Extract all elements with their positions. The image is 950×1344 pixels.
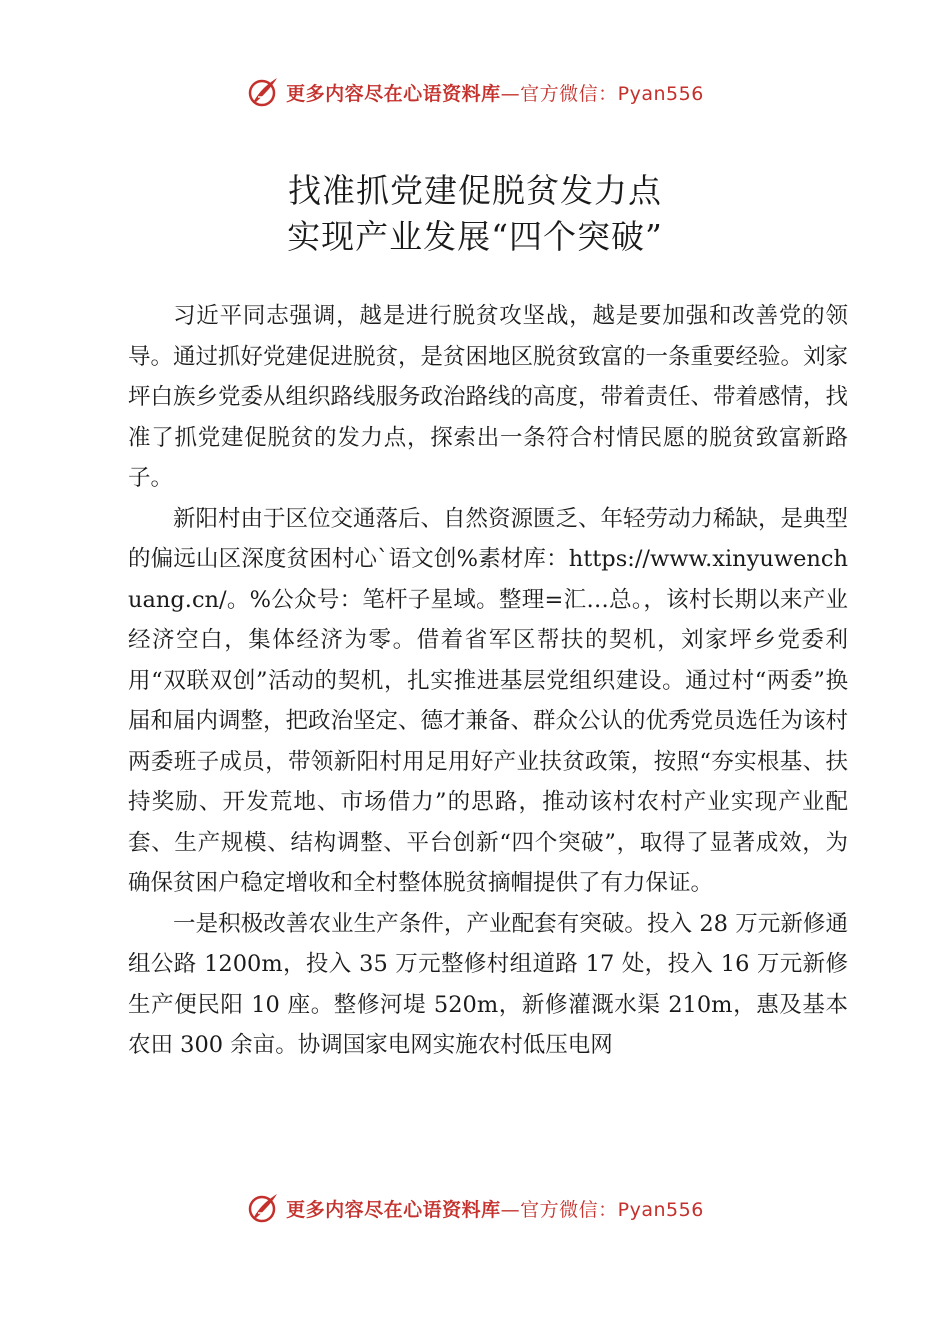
title-line-1: 找准抓党建促脱贫发力点: [288, 171, 662, 210]
paragraph-intro: 习近平同志强调，越是进行脱贫攻坚战，越是要加强和改善党的领导。通过抓好党建促进脱贫，是贫困地区脱贫致富的一条重要经验。刘家坪白族乡党委从组织路线服务政治路线的高度，带着责任、带着感情，找准了抓党建促脱贫的发力点，探索出一条符合村情民愿的脱贫致富新路子。: [128, 303, 849, 491]
banner-main-text: 更多内容尽在心语资料库: [286, 82, 501, 105]
banner-main-text: 更多内容尽在心语资料库: [286, 1198, 501, 1221]
title-line-2: 实现产业发展“四个突破”: [287, 217, 663, 256]
banner-wechat-text: 官方微信：Pyan556: [520, 82, 704, 105]
document-body: [128, 296, 848, 1066]
banner-wechat-text: 官方微信：Pyan556: [520, 1198, 704, 1221]
footer-watermark-banner: [0, 1186, 950, 1230]
quill-pen-logo-icon: [246, 1191, 280, 1225]
paragraph-xinyang-village: 新阳村由于区位交通落后、自然资源匮乏、年轻劳动力稀缺，是典型的偏远山区深度贫困村心`语文创%素材库：https://www.xinyuwenchuang.cn/。%公众号：笔杆子星域。整理=汇…总。，该村长期以来产业经济空白，集体经济为零。借着省军区帮扶的契机，刘家坪乡党委利用“双联双创”活动的契机，扎实推进基层党组织建设。通过村“两委”换届和届内调整，把政治坚定、德才兼备、群众公认的优秀党员选任为该村两委班子成员，带领新阳村用足用好产业扶贫政策，按照“夯实根基、扶持奖励、开发荒地、市场借力”的思路，推动该村农村产业实现产业配套、生产规模、结构调整、平台创新“四个突破”，取得了显著成效，为确保贫困户稳定增收和全村整体脱贫摘帽提供了有力保证。: [128, 505, 849, 896]
banner-separator: —: [500, 1198, 521, 1221]
header-watermark-banner: [0, 70, 950, 114]
document-title: [0, 168, 950, 260]
banner-separator: —: [500, 82, 521, 105]
paragraph-breakthrough-one: 一是积极改善农业生产条件，产业配套有突破。投入 28 万元新修通组公路 1200m，投入 35 万元整修村组道路 17 处，投入 16 万元新修生产便民阳 10 座。整修河堤 520m，新修灌溉水渠 210m，惠及基本农田 300 余亩。协调国家电网实施农村低压电网: [128, 910, 848, 1058]
quill-pen-logo-icon: [246, 75, 280, 109]
